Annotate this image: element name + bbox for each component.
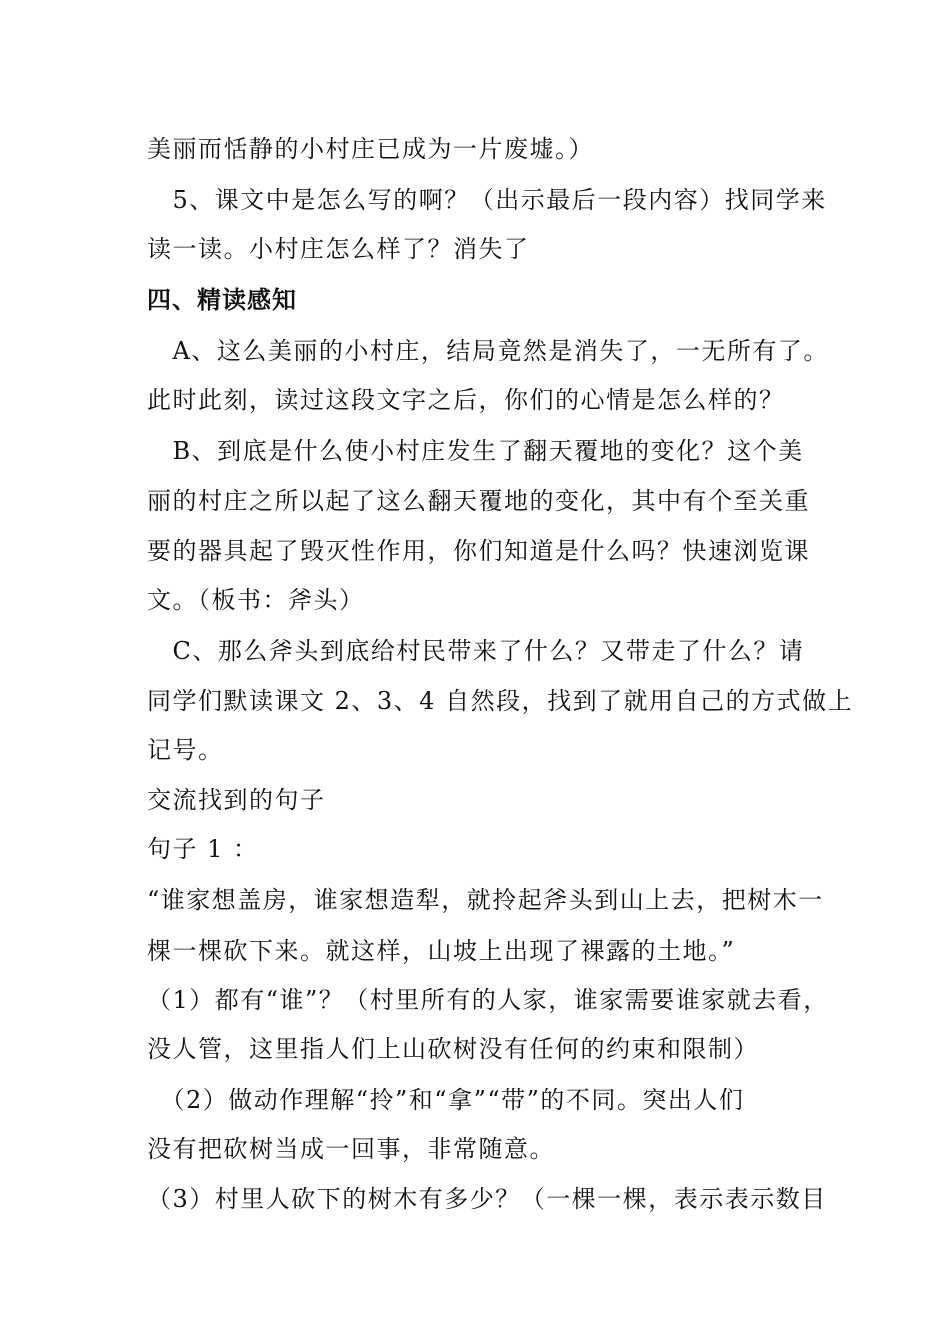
section-heading: 四、精读感知	[147, 286, 297, 314]
text-line-12: 同学们默读课文 2、3、4 自然段，找到了就用自己的方式做上	[147, 687, 854, 715]
text-line-2: 5、课文中是怎么写的啊？（出示最后一段内容）找同学来	[147, 186, 827, 214]
text-line-19: 没人管，这里指人们上山砍树没有任何的约束和限制）	[147, 1035, 759, 1063]
text-line-9: 要的器具起了毁灭性作用，你们知道是什么吗？快速浏览课	[147, 537, 810, 565]
text-line-17: 棵一棵砍下来。就这样，山坡上出现了裸露的土地。”	[147, 937, 736, 965]
text-line-10: 文。（板书：斧头）	[147, 586, 365, 614]
text-line-14: 交流找到的句子	[147, 786, 326, 814]
text-line-7: B、到底是什么使小村庄发生了翻天覆地的变化？这个美	[147, 437, 804, 465]
text-line-11: C、那么斧头到底给村民带来了什么？又带走了什么？请	[147, 637, 805, 665]
text-line-3: 读一读。小村庄怎么样了？消失了	[147, 235, 530, 263]
text-line-20: （2）做动作理解“拎”和“拿”“带”的不同。突出人们	[147, 1086, 745, 1114]
text-line-5: A、这么美丽的小村庄，结局竟然是消失了，一无所有了。	[147, 337, 829, 365]
text-line-8: 丽的村庄之所以起了这么翻天覆地的变化，其中有个至关重	[147, 487, 810, 515]
text-line-21: 没有把砍树当成一回事，非常随意。	[147, 1135, 555, 1163]
text-line-6: 此时此刻，读过这段文字之后，你们的心情是怎么样的？	[147, 386, 785, 414]
text-line-15: 句子 1 ：	[147, 835, 259, 863]
text-line-22: （3）村里人砍下的树木有多少？（一棵一棵，表示表示数目	[147, 1185, 827, 1213]
text-line-13: 记号。	[147, 736, 224, 764]
text-line-18: （1）都有“谁”？（村里所有的人家，谁家需要谁家就去看，	[147, 986, 829, 1014]
text-line-16: “谁家想盖房，谁家想造犁，就拎起斧头到山上去，把树木一	[147, 886, 824, 914]
text-line-1: 美丽而恬静的小村庄已成为一片废墟。）	[147, 135, 594, 163]
